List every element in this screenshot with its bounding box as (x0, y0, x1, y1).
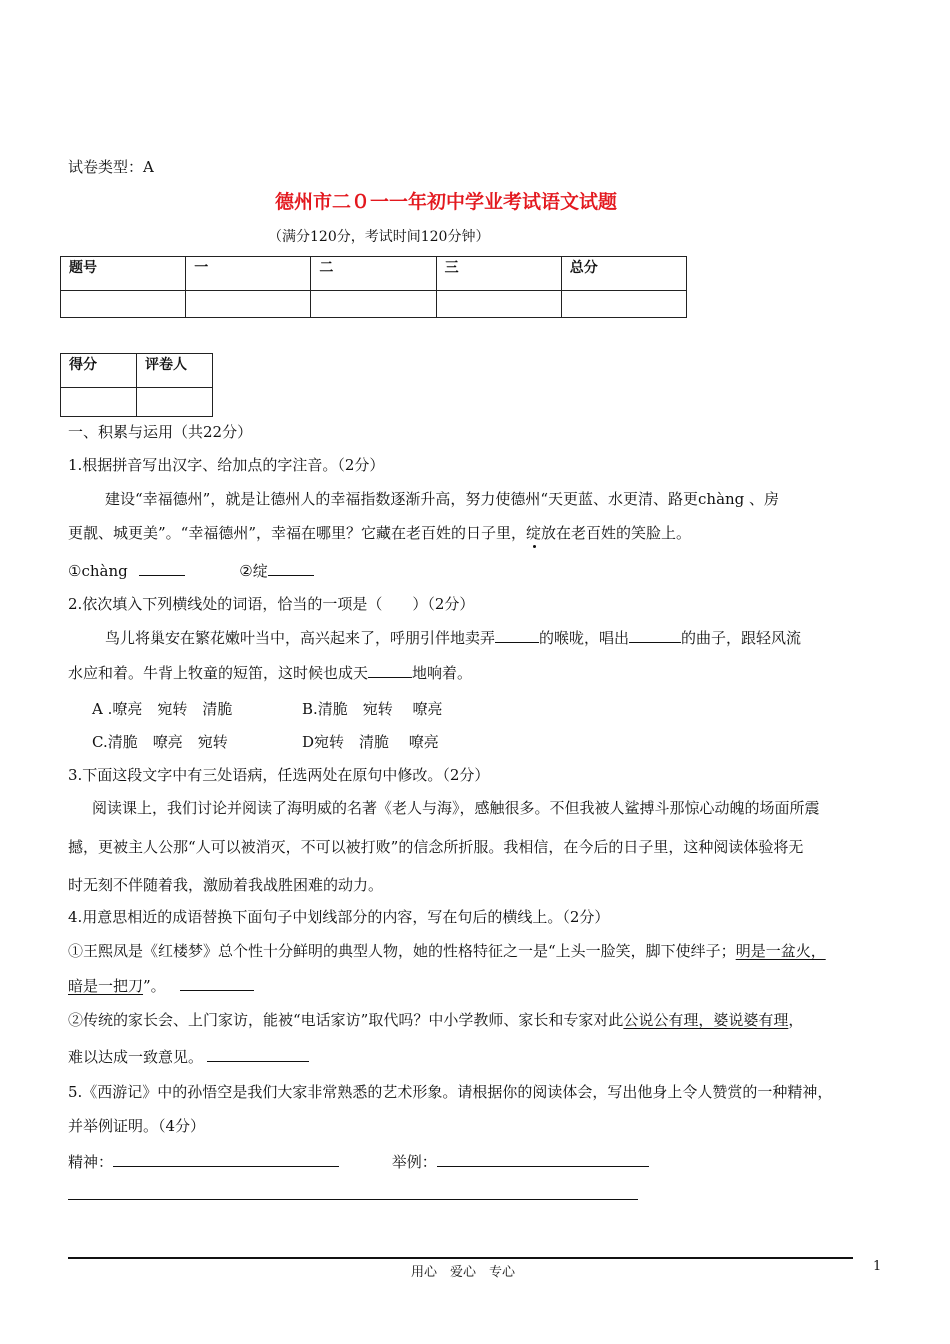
q3-stem: 3.下面这段文字中有三处语病，任选两处在原句中修改。（2分） (68, 766, 490, 784)
q4-text: 难以达成一致意见。 (68, 1048, 204, 1066)
q4-text: ”。 (143, 977, 166, 995)
q2-blank[interactable] (495, 628, 539, 643)
q2-blank[interactable] (629, 628, 681, 643)
q2-text: 的喉咙，唱出 (539, 629, 630, 647)
spirit-label: 精神： (68, 1153, 114, 1171)
q1-answer-row (68, 560, 314, 581)
score-header-cell: 总分 (561, 257, 686, 291)
score-header-cell: 一 (186, 257, 311, 291)
q4-text: ， (788, 1011, 804, 1029)
q3-paragraph-line1: 阅读课上，我们讨论并阅读了海明威的名著《老人与海》，感触很多。不但我被人鲨搏斗那惊心动魄的场面所震 (92, 799, 820, 817)
footer-rule (68, 1257, 853, 1259)
score-table (60, 256, 687, 318)
paper-type: 试卷类型：A (68, 158, 154, 176)
example-label: 举例： (391, 1153, 437, 1171)
q2-option-d[interactable]: D宛转 清脆 嘹亮 (302, 733, 439, 751)
q4-sentence1-line1 (68, 940, 826, 961)
q2-stem: 2.依次填入下列横线处的词语，恰当的一项是（ ）（2分） (68, 595, 475, 613)
q3-paragraph-line2: 撼，更被主人公那“人可以被消灭，不可以被打败”的信念所折服。我相信，在今后的日子里，这种阅读体验将无 (68, 838, 804, 856)
q2-blank[interactable] (368, 663, 412, 678)
q4-stem: 4.用意思相近的成语替换下面句子中划线部分的内容，写在句后的横线上。（2分） (68, 908, 610, 926)
grader-input-cell[interactable] (61, 388, 137, 417)
q1-blank2[interactable] (268, 561, 314, 576)
q2-option-c[interactable]: C.清脆 嘹亮 宛转 (92, 733, 228, 751)
q1-paragraph-line2 (68, 522, 691, 543)
page-number: 1 (873, 1259, 882, 1274)
score-header-cell: 三 (436, 257, 561, 291)
section-heading: 一、积累与运用（共22分） (68, 423, 253, 441)
grader-header-cell: 评卷人 (137, 354, 213, 388)
q4-sentence2-line2 (68, 1046, 309, 1067)
grader-table (60, 353, 213, 417)
score-input-cell[interactable] (61, 291, 186, 318)
q4-answer-blank1[interactable] (180, 976, 254, 991)
q1-text: 放在老百姓的笑脸上。 (541, 524, 692, 542)
q2-option-b[interactable]: B.清脆 宛转 嘹亮 (302, 700, 443, 718)
q4-underlined-phrase: 暗是一把刀 (68, 977, 144, 995)
q4-text: ②传统的家长会、上门家访，能被“电话家访”取代吗？中小学教师、家长和专家对此 (68, 1011, 624, 1029)
score-input-cell[interactable] (561, 291, 686, 318)
score-header-cell: 二 (311, 257, 436, 291)
score-header-cell: 题号 (61, 257, 186, 291)
q1-text: 更靓、城更美”。“幸福德州”，幸福在哪里？它藏在老百姓的日子里， (68, 524, 527, 542)
q1-stem: 1.根据拼音写出汉字、给加点的字注音。（2分） (68, 456, 385, 474)
spirit-answer-blank[interactable] (113, 1152, 339, 1167)
q1-paragraph-line1: 建设“幸福德州”，就是让德州人的幸福指数逐渐升高，努力使德州“天更蓝、水更清、路更chàng 、房 (105, 490, 780, 508)
q5-answer-line[interactable] (68, 1199, 638, 1200)
score-input-cell[interactable] (186, 291, 311, 318)
q2-option-a[interactable]: A .嘹亮 宛转 清脆 (92, 700, 233, 718)
q4-text: ①王熙凤是《红楼梦》总个性十分鲜明的典型人物，她的性格特征之一是“上头一脸笑，脚下使绊子； (68, 942, 736, 960)
q1-blank1[interactable] (139, 561, 185, 576)
q2-text: 水应和着。牛背上牧童的短笛，这时候也成天 (68, 664, 369, 682)
example-answer-blank[interactable] (437, 1152, 649, 1167)
grader-input-cell[interactable] (137, 388, 213, 417)
score-input-cell[interactable] (436, 291, 561, 318)
q4-underlined-phrase: 明是一盆火， (735, 942, 826, 960)
q5-answer-row (68, 1151, 649, 1172)
q3-paragraph-line3: 时无刻不伴随着我，激励着我战胜困难的动力。 (68, 876, 384, 894)
q2-paragraph-line2 (68, 662, 472, 683)
q2-paragraph-line1 (105, 627, 801, 648)
exam-title: 德州市二０一一年初中学业考试语文试题 (275, 191, 618, 213)
q1-blank2-label: ②绽 (239, 562, 268, 580)
q4-underlined-phrase: 公说公有理，婆说婆有理 (623, 1011, 789, 1029)
q4-answer-blank2[interactable] (207, 1047, 309, 1062)
score-input-cell[interactable] (311, 291, 436, 318)
q5-stem-line2: 并举例证明。（4分） (68, 1117, 206, 1135)
grader-header-cell: 得分 (61, 354, 137, 388)
q4-sentence2-line1 (68, 1009, 803, 1030)
dotted-character: 绽 (526, 524, 542, 542)
q2-text: 鸟儿将巢安在繁花嫩叶当中，高兴起来了，呼朋引伴地卖弄 (105, 629, 496, 647)
q2-text: 地响着。 (412, 664, 473, 682)
footer-motto: 用心 爱心 专心 (411, 1265, 516, 1280)
q5-stem-line1: 5.《西游记》中的孙悟空是我们大家非常熟悉的艺术形象。请根据你的阅读体会，写出他身上令人赞赏的一种精神， (68, 1083, 833, 1101)
exam-subtitle: （满分120分，考试时间120分钟） (268, 229, 490, 245)
q2-text: 的曲子，跟轻风流 (681, 629, 802, 647)
q1-blank1-label: ①chàng (68, 562, 128, 580)
q4-sentence1-line2 (68, 975, 254, 996)
